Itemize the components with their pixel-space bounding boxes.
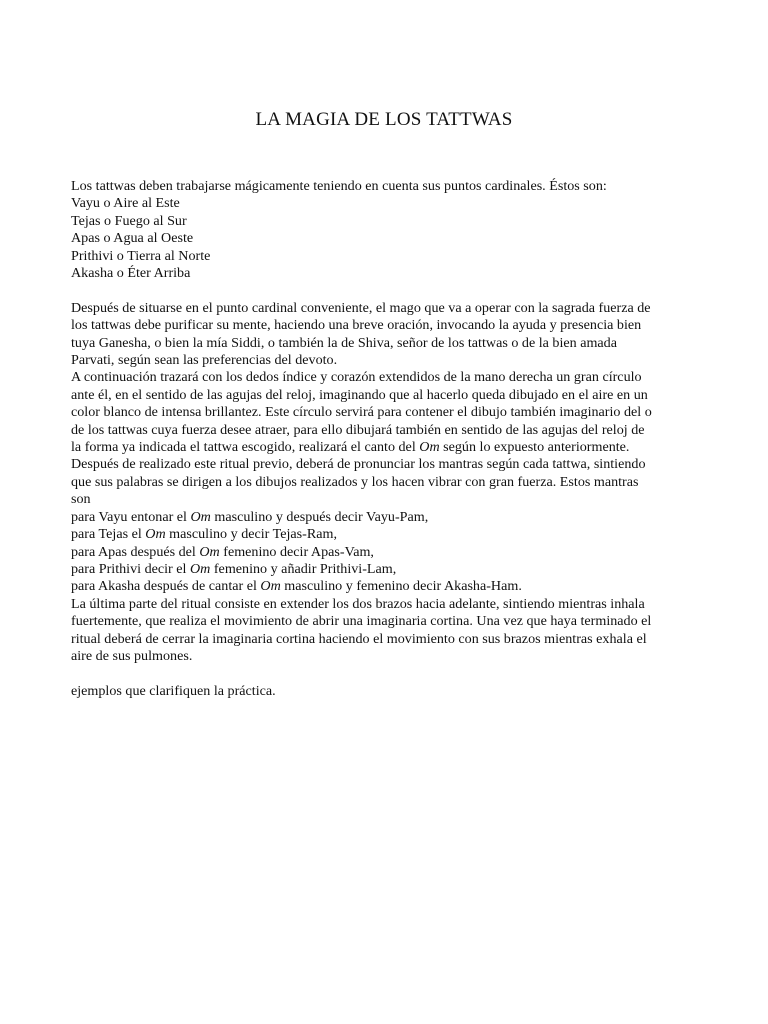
intro-lead: Los tattwas deben trabajarse mágicamente teniendo en cuenta sus puntos cardinales. Éstos son: [71,178,607,194]
om-word: Om [190,508,211,525]
closing-line: ejemplos que clarifiquen la práctica. [71,682,276,699]
paragraph-gap [71,665,696,682]
om-word: Om [260,578,281,595]
text-run: masculino y decir Tejas-Ram, [165,526,337,543]
paragraph-4-line: fuertemente, que realiza el movimiento de abrir una imaginaria cortina. Una vez que haya terminado el [71,613,652,630]
paragraph-2-line: ante él, en el sentido de las agujas del reloj, imaginando que al hacerlo queda dibujado en el aire en un [71,386,648,403]
mantra-akasha [71,578,696,595]
text-run: masculino y femenino decir Akasha-Ham. [280,578,522,595]
text-run: para Vayu entonar el [71,508,191,525]
text-run: según lo expuesto anteriormente. [439,439,630,456]
text-run: masculino y después decir Vayu-Pam, [210,508,429,525]
om-word: Om [189,560,211,577]
text-run: femenino y añadir Prithivi-Lam, [210,560,397,577]
mantra-apas [71,544,696,561]
text-run: para Apas después del [71,543,200,560]
paragraph-1-line: tuya Ganesha, o bien la mía Siddi, o también la de Shiva, señor de los tattwas o de la bien amada [71,334,617,351]
paragraph-4-line: ritual deberá de cerrar la imaginaria cortina haciendo el movimiento con sus brazos mientras exhala el [71,630,647,647]
paragraph-3-line: son [71,491,91,508]
paragraph-1-line: los tattwas debe purificar su mente, haciendo una breve oración, invocando la ayuda y presencia bien [71,317,642,334]
mantra-vayu [71,509,696,526]
text-run: para Prithivi decir el [71,560,190,577]
paragraph-2-line [71,439,696,456]
paragraph-4-line: aire de sus pulmones. [71,647,193,664]
paragraph-3-line: que sus palabras se dirigen a los dibujos realizados y los hacen vibrar con gran fuerza. Estos mantras [71,473,639,490]
cardinal-item-vayu: Vayu o Aire al Este [71,195,180,212]
paragraph-gap [71,282,696,299]
paragraph-3-line: Después de realizado este ritual previo, deberá de pronunciar los mantras según cada tattwa, sintiendo [71,456,646,473]
paragraph-2-line: A continuación trazará con los dedos índice y corazón extendidos de la mano derecha un gran círculo [71,369,642,386]
paragraph-2-line: color blanco de intensa brillantez. Este círculo servirá para contener el dibujo también imaginario del o [71,404,652,421]
cardinal-item-akasha: Akasha o Éter Arriba [71,265,191,282]
text-run: para Akasha después de cantar el [71,578,261,595]
om-word: Om [419,439,440,456]
mantra-tejas [71,526,696,543]
text-run: para Tejas el [71,526,146,543]
paragraph-1-line: Después de situarse en el punto cardinal conveniente, el mago que va a operar con la sagrada fuerza de [71,299,651,316]
text-run: femenino decir Apas-Vam, [219,543,374,560]
om-word: Om [199,543,220,560]
cardinal-item-apas: Apas o Agua al Oeste [71,230,194,247]
mantra-prithivi [71,561,696,578]
paragraph-4-line: La última parte del ritual consiste en extender los dos brazos hacia adelante, sintiendo mientras inhala [71,595,645,612]
cardinal-item-prithivi: Prithivi o Tierra al Norte [71,247,211,264]
paragraph-1-line: Parvati, según sean las preferencias del devoto. [71,352,338,369]
text-run: la forma ya indicada el tattwa escogido, realizará el canto del [71,439,420,456]
cardinal-item-tejas: Tejas o Fuego al Sur [71,212,187,229]
document-title: LA MAGIA DE LOS TATTWAS [255,109,513,130]
paragraph-2-line: de los tattwas cuya fuerza desee atraer, para ello dibujará también en sentido de las agujas del reloj de [71,421,645,438]
document-body [71,178,696,700]
om-word: Om [145,526,166,543]
